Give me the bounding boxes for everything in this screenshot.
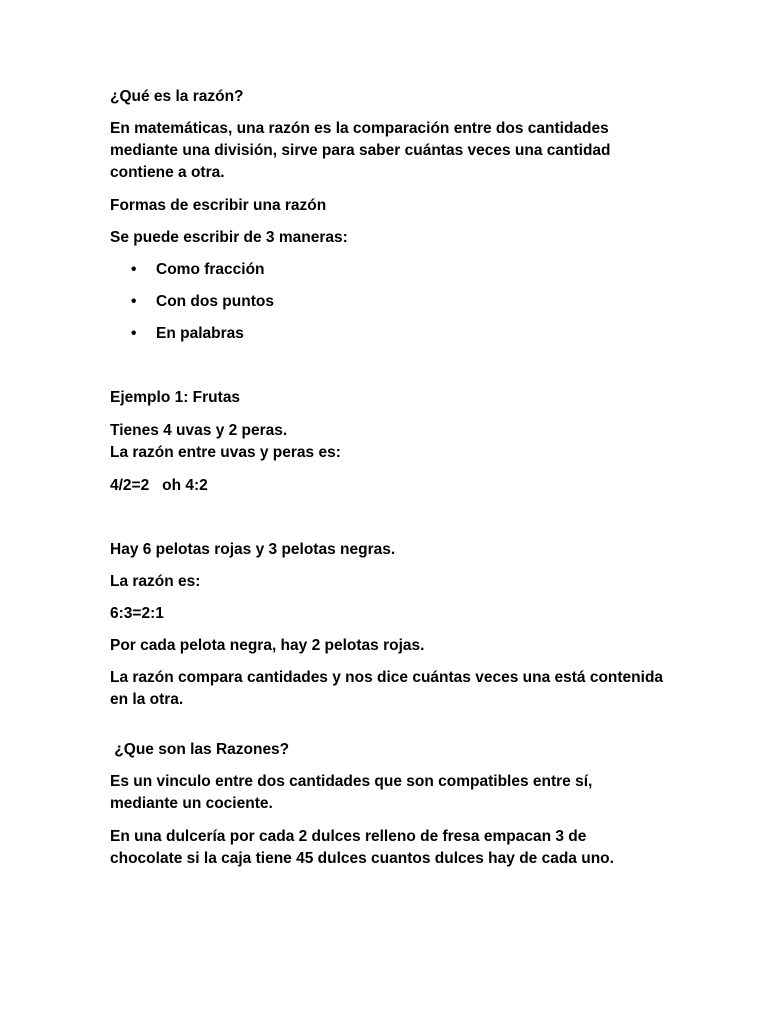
example-line: La razón es: [110, 573, 201, 590]
list-item: Con dos puntos [156, 293, 274, 310]
list-item: En palabras [156, 325, 244, 342]
definition-line: contiene a otra. [110, 164, 225, 181]
bullet-icon: • [131, 261, 137, 278]
summary-line: en la otra. [110, 691, 184, 708]
example-result: 4/2=2 oh 4:2 [110, 477, 208, 494]
list-item: Como fracción [156, 261, 265, 278]
razones-line: mediante un cociente. [110, 795, 273, 812]
forms-intro: Se puede escribir de 3 maneras: [110, 229, 348, 246]
example-heading: Ejemplo 1: Frutas [110, 389, 241, 406]
example-line: La razón entre uvas y peras es: [110, 444, 341, 461]
example-result: 6:3=2:1 [110, 605, 164, 622]
bullet-icon: • [131, 293, 137, 310]
problem-line: chocolate si la caja tiene 45 dulces cuantos dulces hay de cada uno. [110, 850, 614, 867]
forms-heading: Formas de escribir una razón [110, 197, 327, 214]
heading-que-son-las-razones: ¿Que son las Razones? [110, 741, 290, 758]
definition-line: mediante una división, sirve para saber cuántas veces una cantidad [110, 142, 611, 159]
heading-que-es-la-razon: ¿Qué es la razón? [110, 88, 244, 105]
summary-line: La razón compara cantidades y nos dice cuántas veces una está contenida [110, 669, 664, 686]
example-line: Hay 6 pelotas rojas y 3 pelotas negras. [110, 541, 396, 558]
razones-line: Es un vinculo entre dos cantidades que son compatibles entre sí, [110, 773, 593, 790]
example-line: Por cada pelota negra, hay 2 pelotas rojas. [110, 637, 425, 654]
example-line: Tienes 4 uvas y 2 peras. [110, 422, 288, 439]
bullet-icon: • [131, 325, 137, 342]
definition-line: En matemáticas, una razón es la comparación entre dos cantidades [110, 120, 609, 137]
problem-line: En una dulcería por cada 2 dulces relleno de fresa empacan 3 de [110, 828, 587, 845]
